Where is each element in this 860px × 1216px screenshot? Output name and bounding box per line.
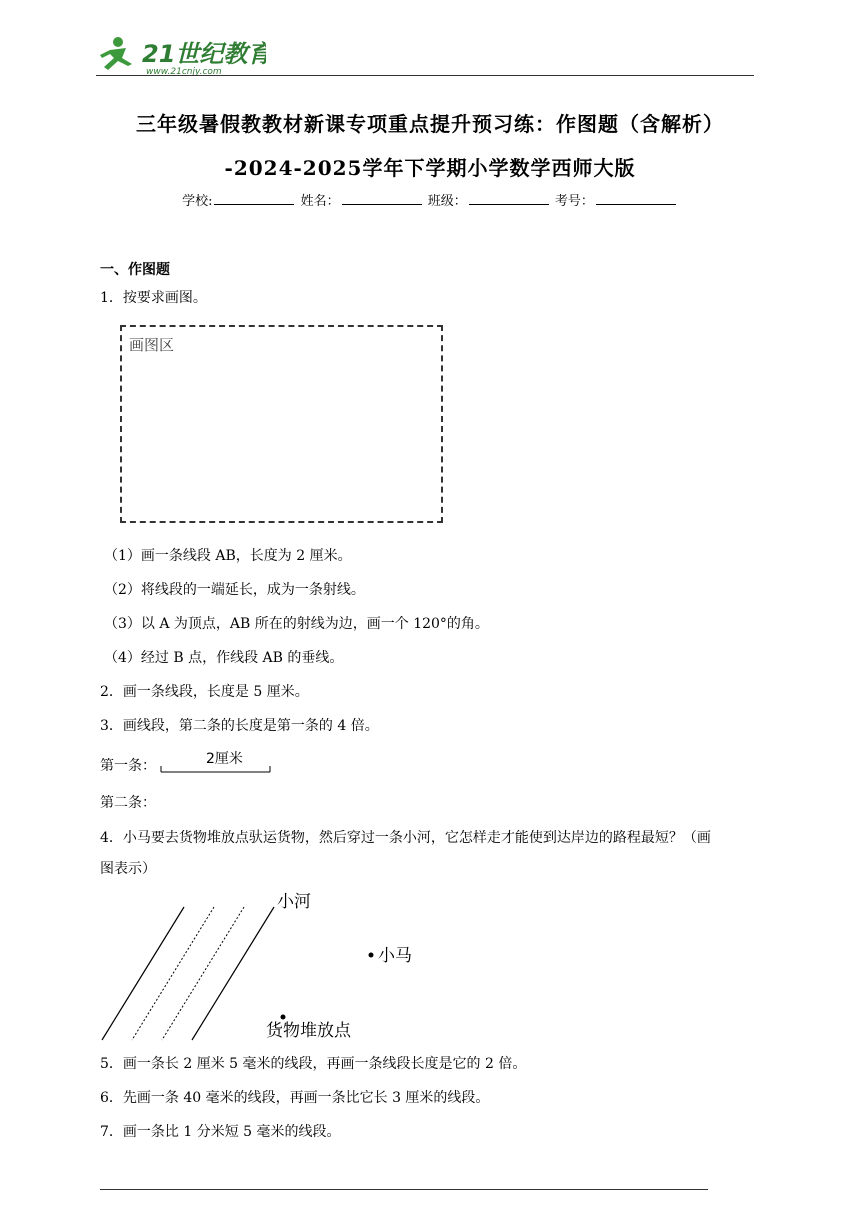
logo-main-text: 21世纪教育 xyxy=(142,40,266,68)
river-dashed-line-1 xyxy=(132,907,214,1040)
name-blank[interactable] xyxy=(342,192,422,205)
question-2: 2．画一条线段，长度是 5 厘米。 xyxy=(100,684,309,700)
river-bank-right xyxy=(192,907,274,1040)
logo-sub-text: www.21cnjy.com xyxy=(146,67,222,76)
question-7: 7．画一条比 1 分米短 5 毫米的线段。 xyxy=(100,1124,341,1140)
river-dashed-line-2 xyxy=(162,907,244,1040)
header-divider xyxy=(96,75,754,76)
question-3: 3．画线段，第二条的长度是第一条的 4 倍。 xyxy=(100,718,379,734)
river-diagram xyxy=(96,885,436,1045)
school-label: 学校: xyxy=(182,194,213,209)
class-label: 班级： xyxy=(427,194,467,209)
question-1-2: （2）将线段的一端延长，成为一条射线。 xyxy=(104,582,365,598)
page-title-line2: -2024-2025学年下学期小学数学西师大版 xyxy=(224,156,636,180)
river-bank-left xyxy=(102,907,184,1040)
river-label: 小河 xyxy=(277,892,311,912)
horse-label: 小马 xyxy=(378,946,412,966)
horse-point xyxy=(369,953,374,958)
question-1-1: （1）画一条线段 AB，长度为 2 厘米。 xyxy=(104,548,352,564)
exam-no-label: 考号： xyxy=(554,194,594,209)
exam-no-blank[interactable] xyxy=(596,192,676,205)
question-6: 6．先画一条 40 毫米的线段，再画一条比它长 3 厘米的线段。 xyxy=(100,1090,490,1106)
first-segment-diagram xyxy=(158,748,274,776)
goods-label: 货物堆放点 xyxy=(266,1021,351,1041)
goods-point xyxy=(281,1015,286,1020)
first-segment-length: 2厘米 xyxy=(206,751,243,767)
question-1-3: （3）以 A 为顶点，AB 所在的射线为边，画一个 120°的角。 xyxy=(104,616,489,632)
second-segment-label: 第二条： xyxy=(100,795,156,811)
question-4-line1: 4．小马要去货物堆放点驮运货物，然后穿过一条小河，它怎样走才能使到达岸边的路程最短？（画 xyxy=(100,830,711,846)
question-1: 1．按要求画图。 xyxy=(100,290,207,306)
name-label: 姓名： xyxy=(300,194,340,209)
runner-logo-icon xyxy=(96,34,266,76)
drawing-area-label: 画图区 xyxy=(129,336,175,354)
question-5: 5．画一条长 2 厘米 5 毫米的线段，再画一条线段长度是它的 2 倍。 xyxy=(100,1056,527,1072)
school-blank[interactable] xyxy=(214,192,294,205)
student-info-line xyxy=(0,190,860,209)
page-title-line1: 三年级暑假教教材新课专项重点提升预习练：作图题（含解析） xyxy=(136,112,724,136)
class-blank[interactable] xyxy=(469,192,549,205)
footer-divider xyxy=(100,1189,708,1190)
section-heading: 一、作图题 xyxy=(100,262,170,278)
logo xyxy=(96,34,266,76)
question-4-line2: 图表示） xyxy=(100,861,156,877)
first-segment-label: 第一条： xyxy=(100,758,156,774)
question-1-4: （4）经过 B 点，作线段 AB 的垂线。 xyxy=(104,650,344,666)
